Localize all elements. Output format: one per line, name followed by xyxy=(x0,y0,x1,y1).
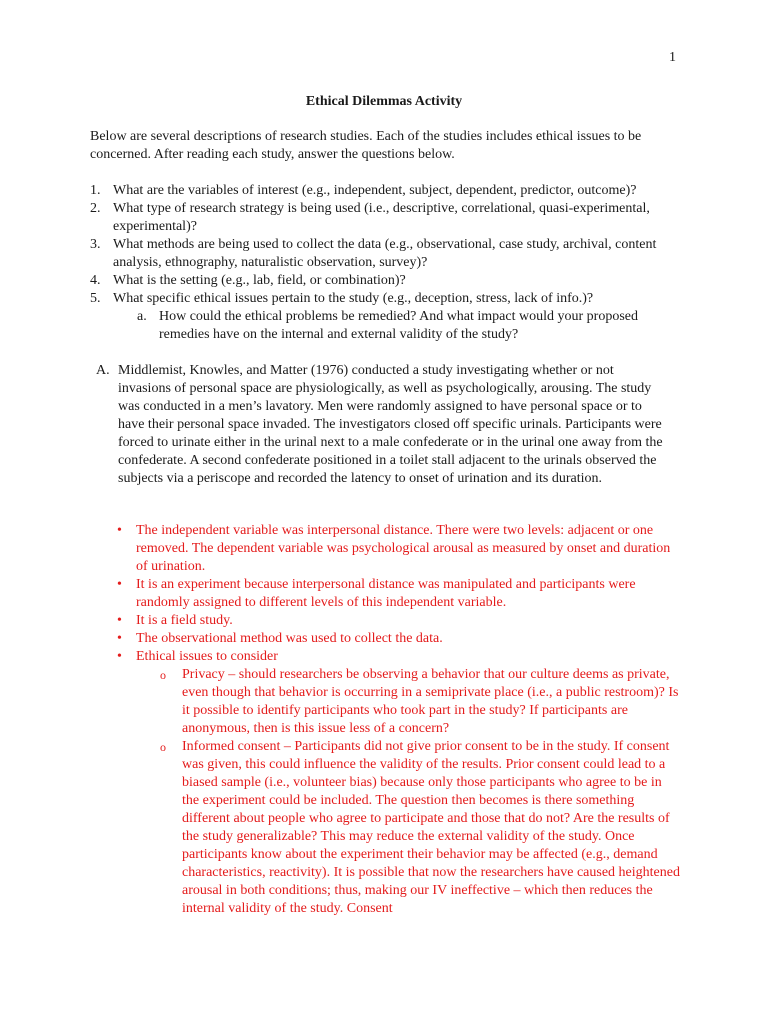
page-title: Ethical Dilemmas Activity xyxy=(305,94,463,109)
bullet-icon: • xyxy=(117,577,122,592)
question-item xyxy=(90,182,690,200)
intro-paragraph: Below are several descriptions of research studies. Each of the studies includes ethical issues to be concerned. After reading each study, answer the questions below. xyxy=(90,129,642,162)
study-description xyxy=(96,362,666,488)
answer-item xyxy=(112,576,682,612)
question-text: What are the variables of interest (e.g., independent, subject, dependent, predictor, outcome)? xyxy=(113,183,637,198)
bullet-icon: • xyxy=(117,649,122,664)
page-number: 1 xyxy=(669,50,676,65)
sub-question-text: How could the ethical problems be remedied? And what impact would your proposed remedies have on the internal and external validity of the study? xyxy=(159,309,638,342)
sub-question-letter: a. xyxy=(137,309,147,324)
answer-list xyxy=(112,522,682,918)
question-item xyxy=(90,236,690,272)
question-item xyxy=(90,290,690,344)
bullet-icon: • xyxy=(117,523,122,538)
answer-text: The observational method was used to collect the data. xyxy=(136,631,443,646)
bullet-icon: • xyxy=(117,631,122,646)
answer-item xyxy=(112,630,682,648)
circle-bullet-icon: o xyxy=(160,740,166,754)
ethical-issue-text: Informed consent – Participants did not give prior consent to be in the study. If consent was given, this could influence the validity of the results. Prior consent could lead to a biased sample (i.e., volunteer bias) because only those participants who agree to be in the experiment could be included. The question then becomes is there something different about people who agree to participate and those that do not? Are the results of the study generalizable? This may reduce the external validity of the study. Once participants know about the experiment their behavior may be affected (e.g., demand characteristics, reactivity). It is possible that now the researchers have caused heightened arousal in both conditions; thus, making our IV ineffective – which then reduces the internal validity of the study. Consent xyxy=(182,739,680,916)
answer-text: It is a field study. xyxy=(136,613,233,628)
answer-item xyxy=(112,522,682,576)
question-list xyxy=(90,182,690,344)
question-text: What type of research strategy is being used (i.e., descriptive, correlational, quasi-experimental, experimental)? xyxy=(113,201,650,234)
question-text: What methods are being used to collect the data (e.g., observational, case study, archival, content analysis, ethnography, naturalistic observation, survey)? xyxy=(113,237,657,270)
answer-text: Ethical issues to consider xyxy=(136,649,278,664)
study-text: Middlemist, Knowles, and Matter (1976) conducted a study investigating whether or not invasions of personal space are physiologically, as well as psychologically, arousing. The study was conducted in a men’s lavatory. Men were randomly assigned to have personal space or to have their personal space invaded. The investigators closed off specific urinals. Participants were forced to urinate either in the urinal next to a male confederate or in the urinal one away from the confederate. A second confederate positioned in a toilet stall adjacent to the urinals observed the subjects via a periscope and recorded the latency to onset of urination and its duration. xyxy=(118,363,663,486)
question-item xyxy=(90,200,690,236)
question-text: What is the setting (e.g., lab, field, or combination)? xyxy=(113,273,406,288)
bullet-icon: • xyxy=(117,613,122,628)
question-number: 2. xyxy=(90,201,101,216)
study-marker: A. xyxy=(96,363,110,378)
question-text: What specific ethical issues pertain to the study (e.g., deception, stress, lack of info.)? xyxy=(113,291,594,306)
circle-bullet-icon: o xyxy=(160,668,166,682)
answer-item xyxy=(112,612,682,630)
answer-text: The independent variable was interpersonal distance. There were two levels: adjacent or one removed. The dependent variable was psychological arousal as measured by onset and duration of urination. xyxy=(136,523,671,574)
ethical-issue-item xyxy=(158,666,682,738)
question-number: 5. xyxy=(90,291,101,306)
question-number: 3. xyxy=(90,237,101,252)
question-number: 4. xyxy=(90,273,101,288)
sub-question-item xyxy=(137,308,690,344)
ethical-issue-item xyxy=(158,738,682,918)
question-item xyxy=(90,272,690,290)
ethical-issue-text: Privacy – should researchers be observing a behavior that our culture deems as private, even though that behavior is occurring in a semiprivate place (i.e., a public restroom)? Is it possible to identify participants who took part in the study? If participants are anonymous, then is this issue less of a concern? xyxy=(182,667,679,736)
ethical-issue-list xyxy=(136,666,682,918)
question-number: 1. xyxy=(90,183,101,198)
sub-question-list xyxy=(113,308,690,344)
answer-text: It is an experiment because interpersonal distance was manipulated and participants were randomly assigned to different levels of this independent variable. xyxy=(136,577,636,610)
answer-item xyxy=(112,648,682,918)
